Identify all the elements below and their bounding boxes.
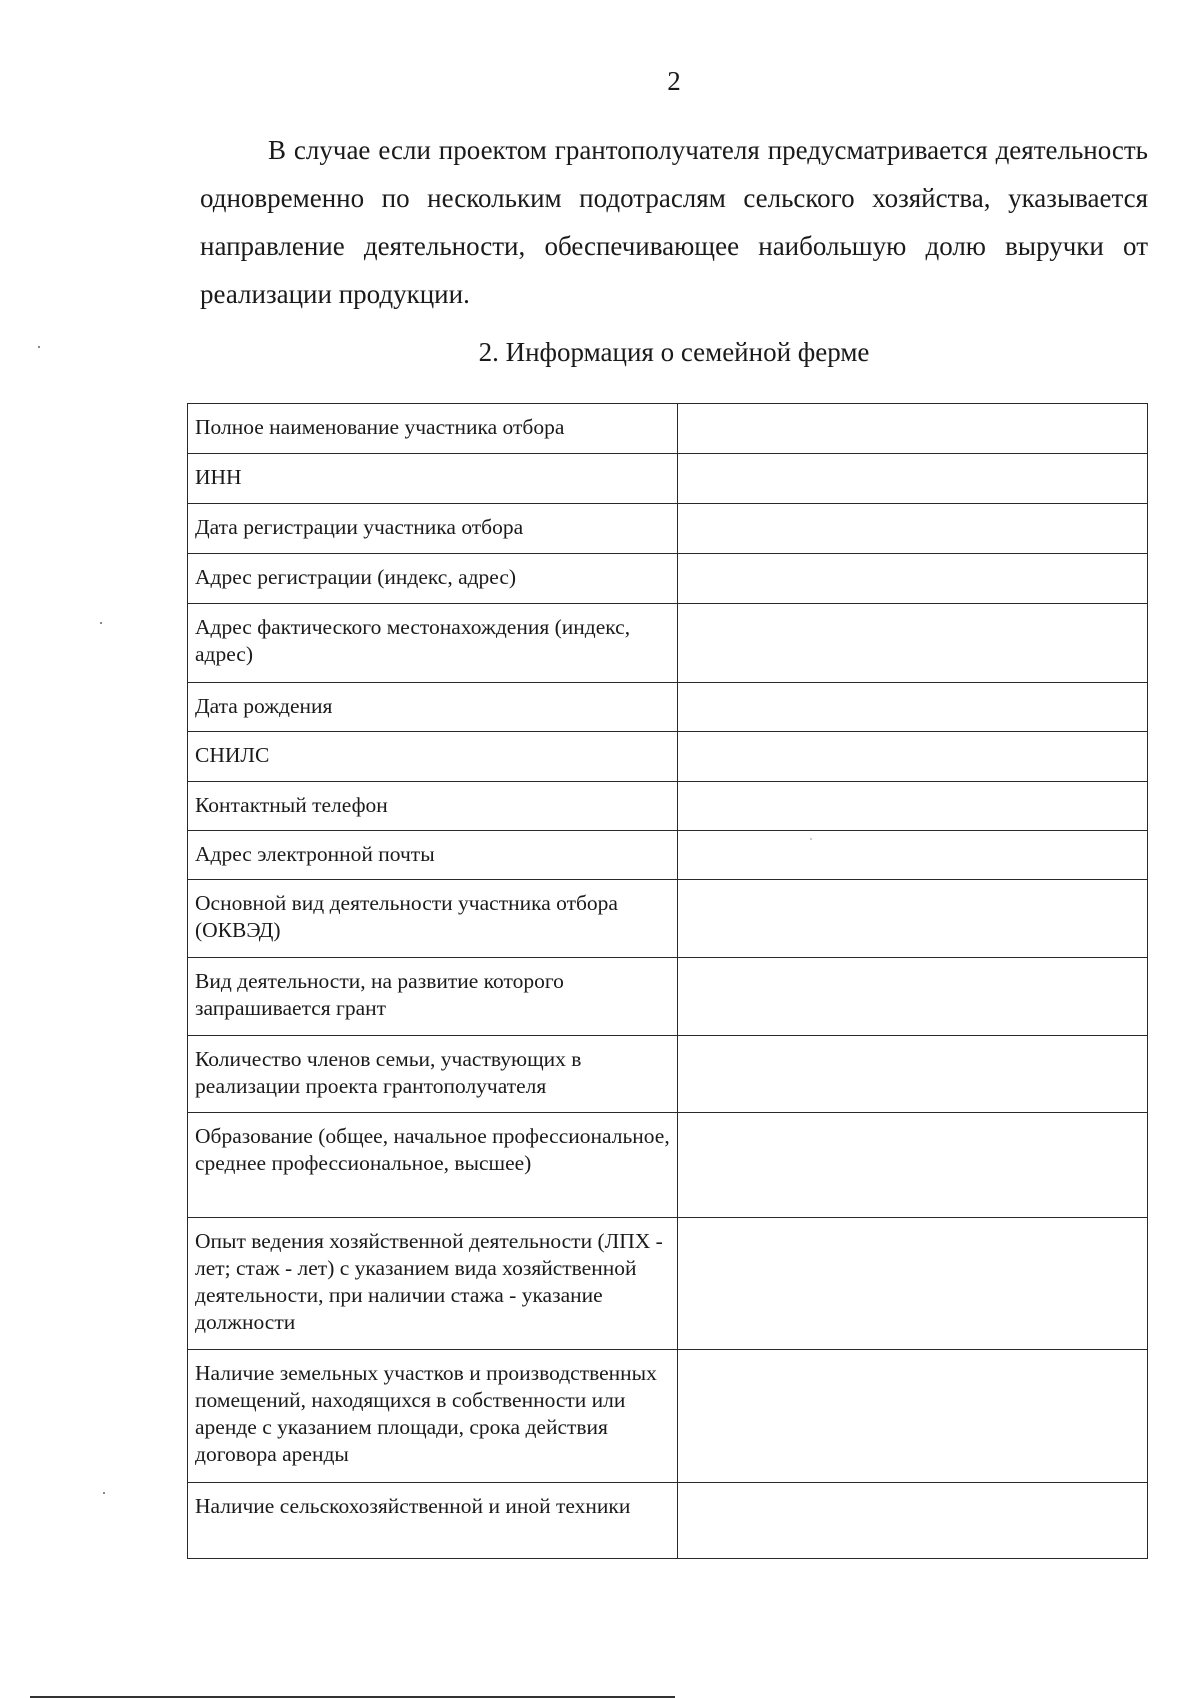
- table-row: [188, 1483, 1148, 1559]
- row-value[interactable]: [678, 683, 1148, 732]
- table-row: [188, 454, 1148, 504]
- table-row: [188, 1036, 1148, 1113]
- table-row: [188, 958, 1148, 1036]
- scan-speck: [100, 622, 102, 624]
- row-label: ИНН: [188, 454, 678, 504]
- row-label: Наличие сельскохозяйственной и иной техники: [188, 1483, 678, 1559]
- table-row: [188, 504, 1148, 554]
- table-row: [188, 880, 1148, 958]
- table-row: [188, 604, 1148, 683]
- table-row: [188, 404, 1148, 454]
- row-label: Вид деятельности, на развитие которого запрашивается грант: [188, 958, 678, 1036]
- row-value[interactable]: [678, 880, 1148, 958]
- table-row: [188, 732, 1148, 782]
- intro-paragraph: В случае если проектом грантополучателя предусматривается деятельность одновременно по нескольким подотраслям сельского хозяйства, указывается направление деятельности, обеспечивающее наибольшую долю выручки от реализации продукции.: [200, 135, 1148, 309]
- row-label: Образование (общее, начальное профессиональное, среднее профессиональное, высшее): [188, 1113, 678, 1218]
- row-label: Контактный телефон: [188, 782, 678, 831]
- row-value[interactable]: [678, 1218, 1148, 1350]
- row-label: Полное наименование участника отбора: [188, 404, 678, 454]
- row-value[interactable]: [678, 554, 1148, 604]
- row-value[interactable]: [678, 831, 1148, 880]
- row-value[interactable]: [678, 504, 1148, 554]
- table-row: [188, 683, 1148, 732]
- row-value[interactable]: [678, 1113, 1148, 1218]
- row-value[interactable]: [678, 604, 1148, 683]
- row-label: Основной вид деятельности участника отбора (ОКВЭД): [188, 880, 678, 958]
- row-label: Опыт ведения хозяйственной деятельности (ЛПХ - лет; стаж - лет) с указанием вида хозяйственной деятельности, при наличии стажа - указание должности: [188, 1218, 678, 1350]
- row-value[interactable]: [678, 1350, 1148, 1483]
- scan-speck: [810, 838, 812, 840]
- table-row: [188, 1350, 1148, 1483]
- row-value[interactable]: [678, 782, 1148, 831]
- row-value[interactable]: [678, 958, 1148, 1036]
- scan-speck: [103, 1492, 105, 1494]
- table-row: [188, 1113, 1148, 1218]
- row-label: СНИЛС: [188, 732, 678, 782]
- table-row: [188, 1218, 1148, 1350]
- row-label: Адрес регистрации (индекс, адрес): [188, 554, 678, 604]
- row-value[interactable]: [678, 454, 1148, 504]
- section-title: 2. Информация о семейной ферме: [478, 337, 870, 367]
- scan-speck: [38, 346, 40, 348]
- row-value[interactable]: [678, 732, 1148, 782]
- row-label: Дата рождения: [188, 683, 678, 732]
- row-label: Наличие земельных участков и производственных помещений, находящихся в собственности или аренде с указанием площади, срока действия договора аренды: [188, 1350, 678, 1483]
- row-label: Адрес фактического местонахождения (индекс, адрес): [188, 604, 678, 683]
- row-label: Количество членов семьи, участвующих в реализации проекта грантополучателя: [188, 1036, 678, 1113]
- row-value[interactable]: [678, 1483, 1148, 1559]
- row-label: Дата регистрации участника отбора: [188, 504, 678, 554]
- table-row: [188, 831, 1148, 880]
- family-farm-info-table: [187, 403, 1148, 1559]
- page-number: 2: [667, 66, 681, 96]
- row-value[interactable]: [678, 1036, 1148, 1113]
- row-value[interactable]: [678, 404, 1148, 454]
- table-row: [188, 554, 1148, 604]
- table-row: [188, 782, 1148, 831]
- row-label: Адрес электронной почты: [188, 831, 678, 880]
